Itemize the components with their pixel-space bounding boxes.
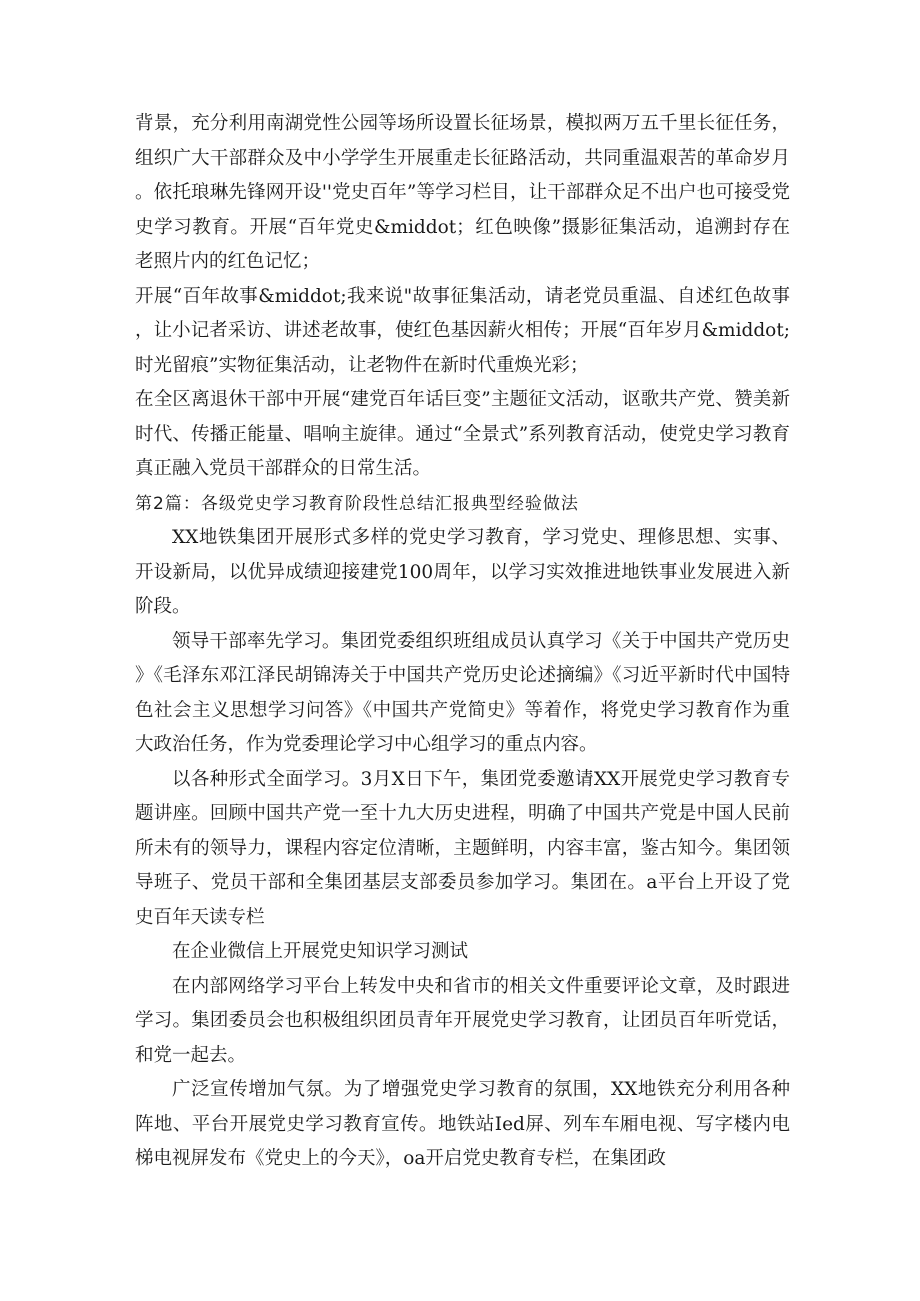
paragraph-story-collection: 开展“百年故事&middot;我来说"故事征集活动，请老党员重温、自述红色故事，让小记者采访、讲述老故事，使红色基因薪火相传；开展“百年岁月&middot;时光留痕”实物征集活动，让老物件在新时代重焕光彩； bbox=[135, 285, 790, 376]
paragraph-metro-intro: XX地铁集团开展形式多样的党史学习教育，学习党史、理修思想、实事、开设新局，以优异成绩迎接建党100周年，以学习实效推进地铁事业发展进入新阶段。 bbox=[135, 527, 790, 617]
paragraph-continued-background: 背景，充分利用南湖党性公园等场所设置长征场景，模拟两万五千里长征任务，组织广大干部群众及中小学学生开展重走长征路活动，共同重温艰苦的革命岁月。依托琅琳先锋网开设''党史百年”等学习栏目，让干部群众足不出户也可接受党史学习教育。开展“百年党史&middot；红色映像”摄影征集活动，追溯封存在老照片内的红色记忆； bbox=[135, 113, 790, 272]
paragraph-essay-activity: 在全区离退休干部中开展“建党百年话巨变”主题征文活动，讴歌共产党、赞美新时代、传播正能量、唱响主旋律。通过“全景式”系列教育活动，使党史学习教育真正融入党员干部群众的日常生活。 bbox=[135, 389, 790, 479]
paragraph-leaders-study: 领导干部率先学习。集团党委组织班组成员认真学习《关于中国共产党历史》《毛泽东邓江泽民胡锦涛关于中国共产党历史论述摘编》《习近平新时代中国特色社会主义思想学习问答》《中国共产党简史》等着作，将党史学习教育作为重大政治任务，作为党委理论学习中心组学习的重点内容。 bbox=[135, 630, 790, 755]
document-body bbox=[135, 107, 790, 1177]
paragraph-various-forms: 以各种形式全面学习。3月X日下午，集团党委邀请XX开展党史学习教育专题讲座。回顾中国共产党一至十九大历史进程，明确了中国共产党是中国人民前所未有的领导力，课程内容定位清晰，主题鲜明，内容丰富，鉴古知今。集团领导班子、党员干部和全集团基层支部委员参加学习。集团在。a平台上开设了党史百年天读专栏 bbox=[135, 768, 790, 928]
section-heading: 第2篇：各级党史学习教育阶段性总结汇报典型经验做法 bbox=[135, 493, 579, 514]
paragraph-publicity: 广泛宣传增加气氛。为了增强党史学习教育的氛围，XX地铁充分利用各种阵地、平台开展党史学习教育宣传。地铁站Ied屏、列车车厢电视、写字楼内电梯电视屏发布《党史上的今天》，oa开启党史教育专栏，在集团政 bbox=[135, 1079, 790, 1169]
paragraph-internal-network: 在内部网络学习平台上转发中央和省市的相关文件重要评论文章，及时跟进学习。集团委员会也积极组织团员青年开展党史学习教育，让团员百年听党话，和党一起去。 bbox=[135, 975, 790, 1066]
paragraph-wechat-test: 在企业微信上开展党史知识学习测试 bbox=[172, 941, 469, 962]
